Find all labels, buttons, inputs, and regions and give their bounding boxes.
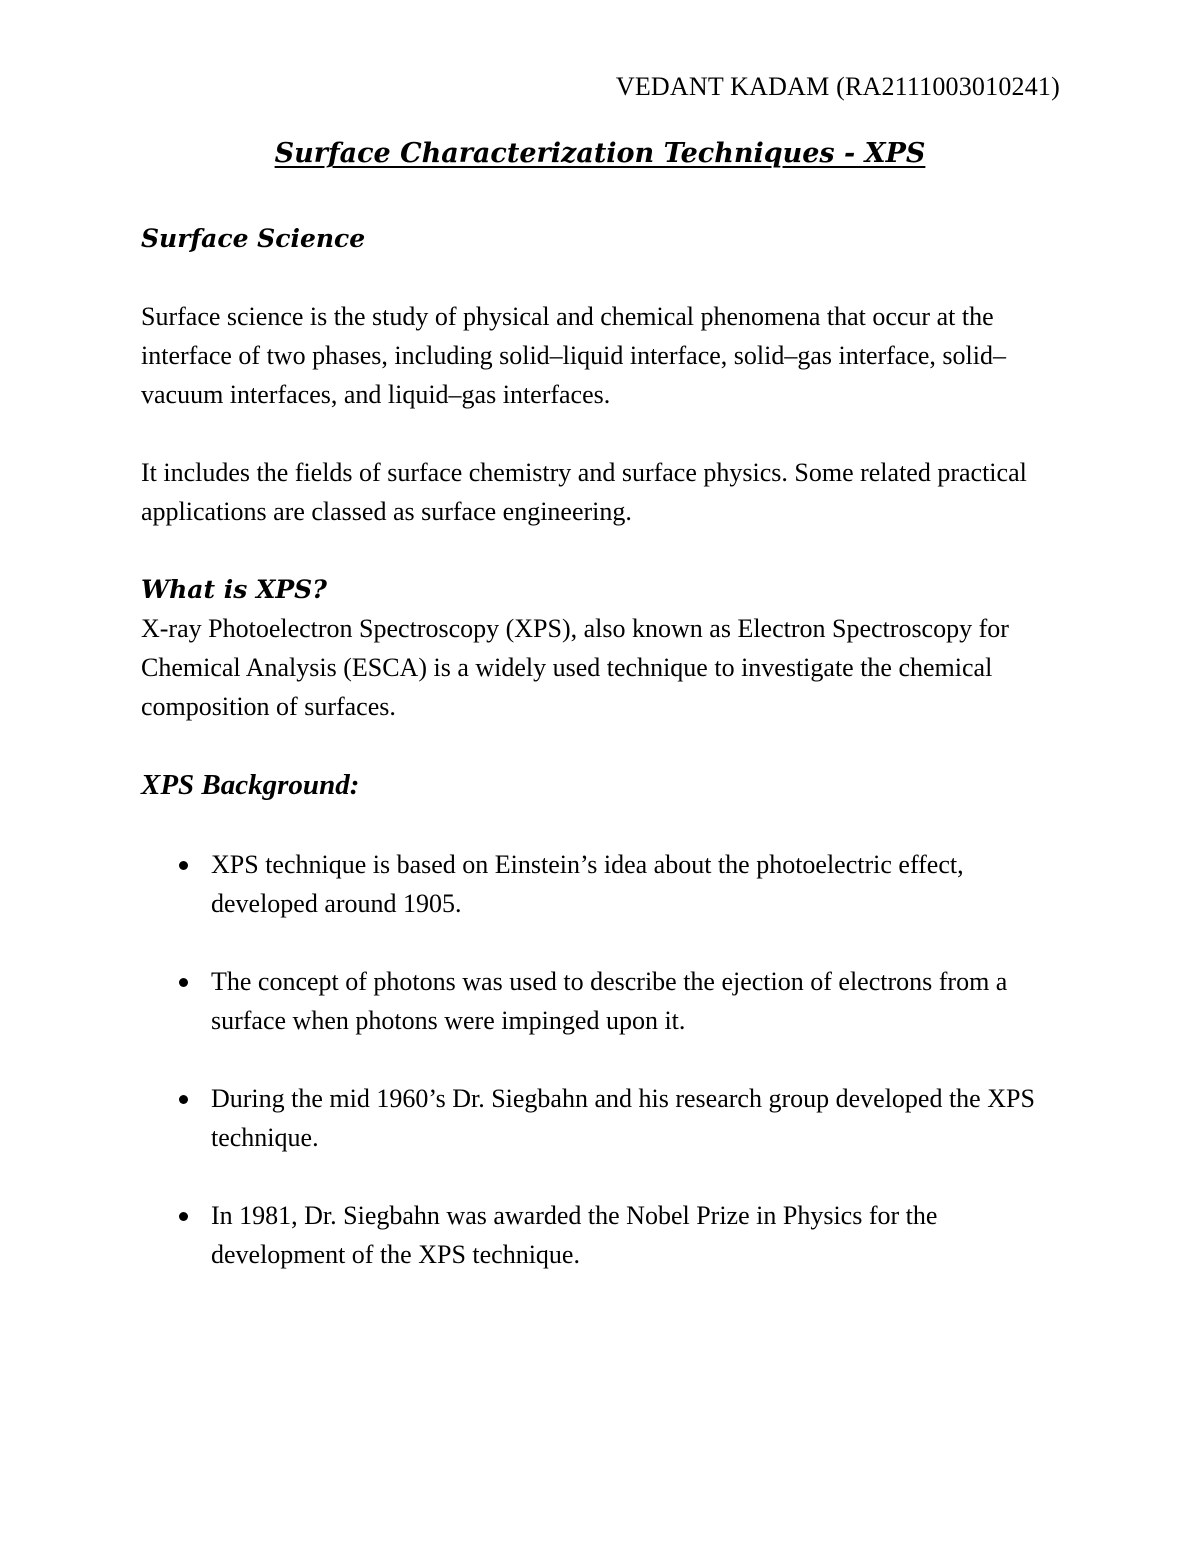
bullet-icon xyxy=(179,1212,188,1221)
list-item xyxy=(141,962,1061,1040)
bullet-icon xyxy=(179,1095,188,1104)
xps-background-list xyxy=(141,845,1061,1274)
list-item-text: XPS technique is based on Einstein’s idea about the photoelectric effect, developed around 1905. xyxy=(211,850,964,918)
list-item-text: During the mid 1960’s Dr. Siegbahn and his research group developed the XPS technique. xyxy=(211,1084,1035,1152)
list-item-text: In 1981, Dr. Siegbahn was awarded the Nobel Prize in Physics for the development of the XPS technique. xyxy=(211,1201,938,1269)
list-item xyxy=(141,845,1061,923)
xps-background-heading: XPS Background: xyxy=(141,769,360,801)
section-xps-background xyxy=(141,766,1061,805)
bullet-icon xyxy=(179,978,188,987)
what-is-xps-heading: What is XPS? xyxy=(141,575,327,604)
list-item xyxy=(141,1079,1061,1157)
what-is-xps-paragraph: X-ray Photoelectron Spectroscopy (XPS), also known as Electron Spectroscopy for Chemical Analysis (ESCA) is a widely used technique to investigate the chemical composition of surfaces. xyxy=(141,614,1009,721)
section-what-is-xps xyxy=(141,570,1061,609)
surface-science-paragraph-2: It includes the fields of surface chemistry and surface physics. Some related practical applications are classed as surface engineering. xyxy=(141,458,1027,526)
bullet-icon xyxy=(179,861,188,870)
surface-science-heading: Surface Science xyxy=(141,224,366,253)
document-title: Surface Characterization Techniques - XPS xyxy=(274,138,926,169)
author-header: VEDANT KADAM (RA2111003010241) xyxy=(615,72,1060,101)
list-item-text: The concept of photons was used to describe the ejection of electrons from a surface when photons were impinged upon it. xyxy=(211,967,1008,1035)
section-surface-science xyxy=(141,219,1061,258)
surface-science-paragraph-1: Surface science is the study of physical and chemical phenomena that occur at the interface of two phases, including solid–liquid interface, solid–gas interface, solid–vacuum interfaces, and liquid–gas interfaces. xyxy=(141,302,1006,409)
list-item xyxy=(141,1196,1061,1274)
